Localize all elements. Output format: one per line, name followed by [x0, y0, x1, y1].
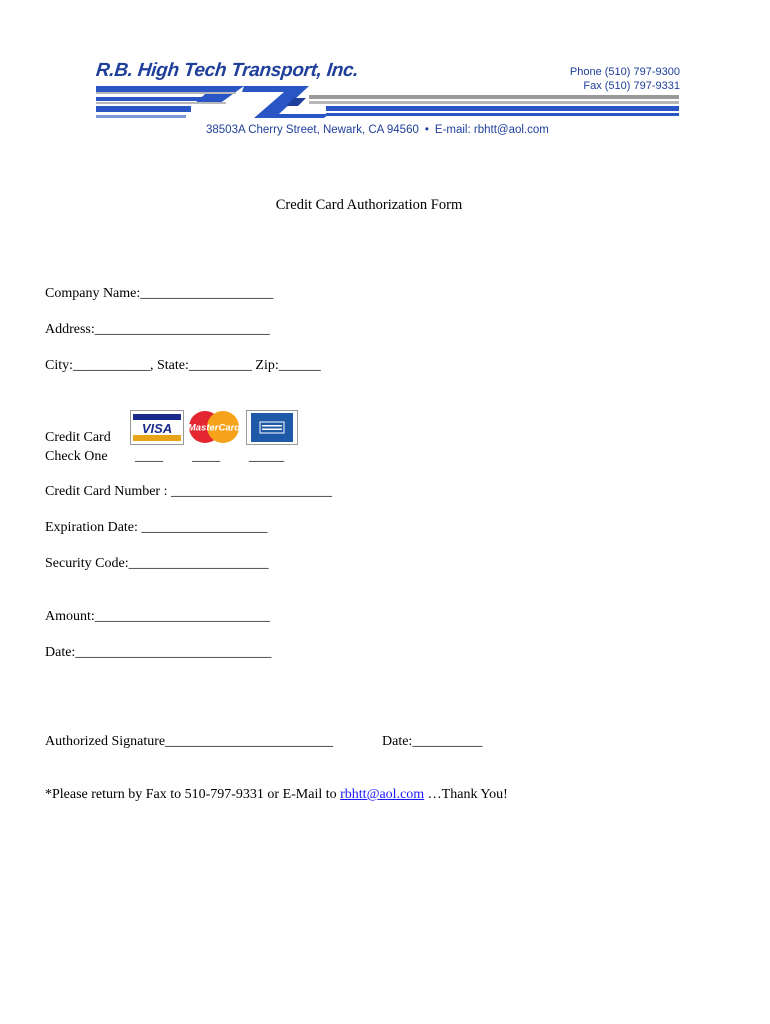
authorized-signature-field[interactable]: Authorized Signature________________________ — [45, 734, 334, 749]
company-logo-text: R.B. High Tech Transport, Inc. — [94, 60, 360, 81]
company-name-field[interactable]: Company Name:___________________ — [45, 286, 274, 301]
visa-check-blank[interactable]: ____ — [135, 449, 163, 464]
security-code-field[interactable]: Security Code:____________________ — [45, 556, 269, 571]
street-address: 38503A Cherry Street, Newark, CA 94560 — [206, 124, 419, 136]
mastercard-logo — [186, 410, 242, 444]
bullet-separator: • — [424, 124, 429, 136]
date-field[interactable]: Date:____________________________ — [45, 645, 272, 660]
american-express-logo — [246, 410, 298, 445]
amount-field[interactable]: Amount:_________________________ — [45, 609, 270, 624]
email-link[interactable]: rbhtt@aol.com — [340, 787, 425, 802]
credit-card-number-field[interactable]: Credit Card Number : _______________________ — [45, 484, 332, 499]
return-instructions — [45, 787, 508, 803]
form-title: Credit Card Authorization Form — [275, 197, 463, 213]
company-email: E-mail: rbhtt@aol.com — [434, 124, 549, 136]
address-field[interactable]: Address:_________________________ — [45, 322, 270, 337]
check-one-label: Check One — [45, 449, 108, 464]
company-address-line — [206, 124, 549, 136]
city-state-zip-field[interactable]: City:___________, State:_________ Zip:______ — [45, 358, 321, 373]
return-instructions-prefix: *Please return by Fax to 510-797-9331 or E-Mail to — [45, 787, 341, 802]
visa-logo — [130, 410, 184, 445]
mastercard-check-blank[interactable]: ____ — [192, 449, 220, 464]
visa-text: VISA — [141, 421, 173, 436]
letterhead-stripes-graphic — [94, 84, 684, 120]
expiration-date-field[interactable]: Expiration Date: __________________ — [45, 520, 268, 535]
mastercard-text: MasterCard — [187, 422, 241, 434]
amex-check-blank[interactable]: _____ — [249, 449, 284, 464]
credit-card-label: Credit Card — [45, 430, 111, 445]
fax-number: Fax (510) 797-9331 — [583, 80, 680, 92]
return-instructions-suffix: …Thank You! — [424, 787, 508, 802]
signature-date-field[interactable]: Date:__________ — [382, 734, 483, 749]
phone-number: Phone (510) 797-9300 — [569, 66, 680, 78]
